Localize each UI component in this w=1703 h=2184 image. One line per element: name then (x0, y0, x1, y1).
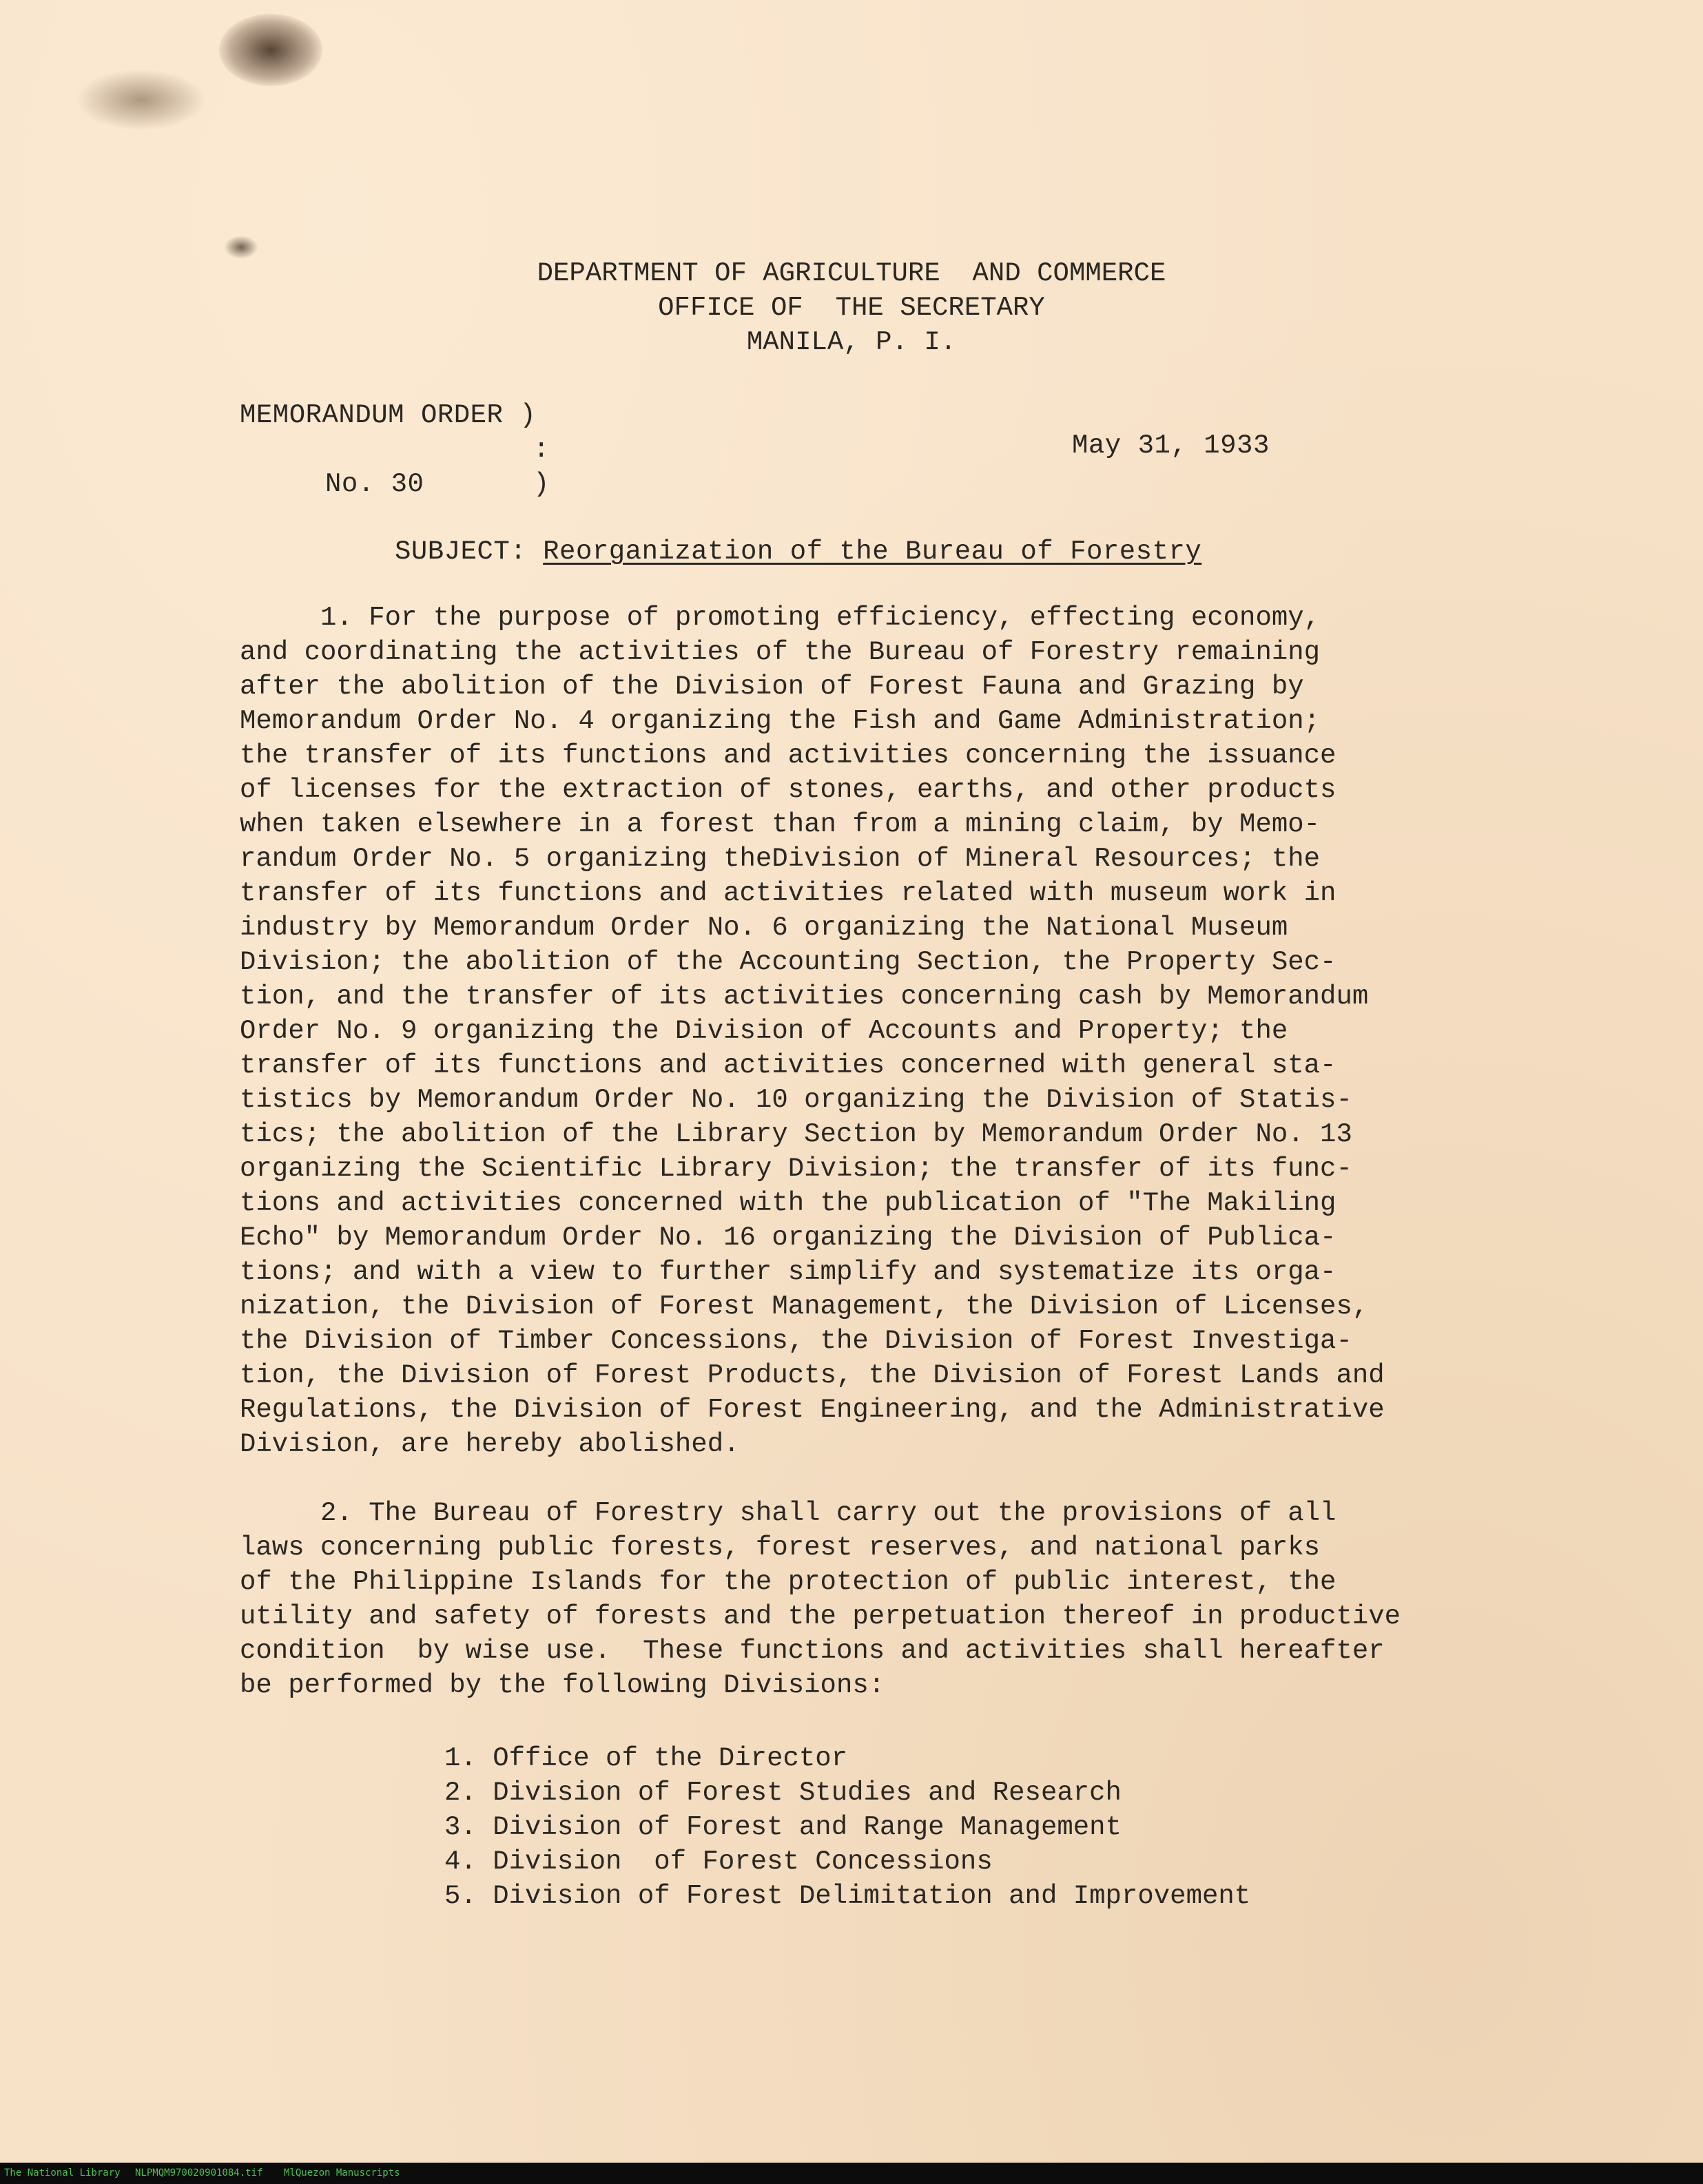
text-line: tion, and the transfer of its activities concerning cash by Memorandum (240, 981, 1369, 1012)
footer-library: The National Library (4, 2167, 121, 2178)
text-line: tion, the Division of Forest Products, the Division of Forest Lands and (240, 1360, 1385, 1391)
list-item: 3. Division of Forest and Range Management (444, 1812, 1122, 1842)
office-heading: OFFICE OF THE SECRETARY (658, 293, 1045, 323)
text-line: condition by wise use. These functions and activities shall hereafter (240, 1636, 1385, 1666)
text-line: transfer of its functions and activities related with museum work in (240, 878, 1336, 908)
memo-date: May 31, 1933 (1072, 430, 1270, 461)
text-line: nization, the Division of Forest Management, the Division of Licenses, (240, 1291, 1369, 1322)
archive-footer-bar (0, 2163, 1703, 2184)
department-heading: DEPARTMENT OF AGRICULTURE AND COMMERCE (537, 258, 1166, 289)
list-item: 2. Division of Forest Studies and Research (444, 1778, 1122, 1808)
text-line: Division; the abolition of the Accounting Section, the Property Sec- (240, 947, 1336, 977)
text-line: tistics by Memorandum Order No. 10 organizing the Division of Statis- (240, 1085, 1352, 1115)
text-line: tions; and with a view to further simplify and systematize its orga- (240, 1257, 1336, 1287)
text-line: 1. For the purpose of promoting efficiency, effecting economy, (240, 603, 1321, 633)
subject-line (395, 534, 1201, 569)
text-line: randum Order No. 5 organizing theDivision of Mineral Resources; the (240, 844, 1321, 874)
text-line: laws concerning public forests, forest reserves, and national parks (240, 1532, 1321, 1563)
divisions-list (444, 1741, 1250, 1913)
paragraph-2 (240, 1496, 1494, 1703)
text-line: organizing the Scientific Library Division; the transfer of its func- (240, 1154, 1352, 1184)
paragraph-1 (240, 601, 1494, 1462)
text-line: be performed by the following Divisions: (240, 1670, 885, 1701)
text-line: the Division of Timber Concessions, the Division of Forest Investiga- (240, 1326, 1352, 1356)
memo-colon: : (533, 435, 550, 465)
text-line: Order No. 9 organizing the Division of Accounts and Property; the (240, 1016, 1288, 1046)
footer-filename: NLPMQM970020901084.tif (135, 2167, 263, 2178)
stain-mark (219, 14, 322, 86)
text-line: the transfer of its functions and activities concerning the issuance (240, 740, 1336, 771)
list-item: 4. Division of Forest Concessions (444, 1847, 993, 1877)
memo-number: No. 30 (325, 469, 424, 499)
list-item: 5. Division of Forest Delimitation and Improvement (444, 1881, 1251, 1911)
text-line: of licenses for the extraction of stones, earths, and other products (240, 775, 1336, 805)
text-line: tions and activities concerned with the publication of "The Makiling (240, 1188, 1336, 1218)
list-item: 1. Office of the Director (444, 1743, 848, 1774)
text-line: Regulations, the Division of Forest Engineering, and the Administrative (240, 1395, 1385, 1425)
text-line: and coordinating the activities of the Bureau of Forestry remaining (240, 637, 1321, 667)
text-line: 2. The Bureau of Forestry shall carry out the provisions of all (240, 1498, 1336, 1528)
stain-mark (224, 236, 258, 259)
text-line: transfer of its functions and activities concerned with general sta- (240, 1050, 1336, 1081)
subject-label: SUBJECT: (395, 537, 544, 567)
memo-close-paren: ) (533, 469, 550, 499)
text-line: Memorandum Order No. 4 organizing the Fish and Game Administration; (240, 706, 1321, 736)
footer-collection: MlQuezon Manuscripts (284, 2167, 400, 2178)
text-line: after the abolition of the Division of Forest Fauna and Grazing by (240, 672, 1304, 702)
text-line: industry by Memorandum Order No. 6 organizing the National Museum (240, 913, 1288, 943)
stain-mark (76, 69, 207, 131)
text-line: when taken elsewhere in a forest than from a mining claim, by Memo- (240, 809, 1321, 840)
memorandum-order-label: MEMORANDUM ORDER ) (240, 400, 537, 430)
text-line: Division, are hereby abolished. (240, 1429, 740, 1459)
subject-text: Reorganization of the Bureau of Forestry (543, 537, 1202, 567)
location-heading: MANILA, P. I. (746, 327, 957, 357)
text-line: tics; the abolition of the Library Section by Memorandum Order No. 13 (240, 1119, 1352, 1150)
text-line: Echo" by Memorandum Order No. 16 organizing the Division of Publica- (240, 1223, 1336, 1253)
text-line: utility and safety of forests and the perpetuation thereof in productive (240, 1601, 1401, 1632)
text-line: of the Philippine Islands for the protection of public interest, the (240, 1567, 1336, 1597)
